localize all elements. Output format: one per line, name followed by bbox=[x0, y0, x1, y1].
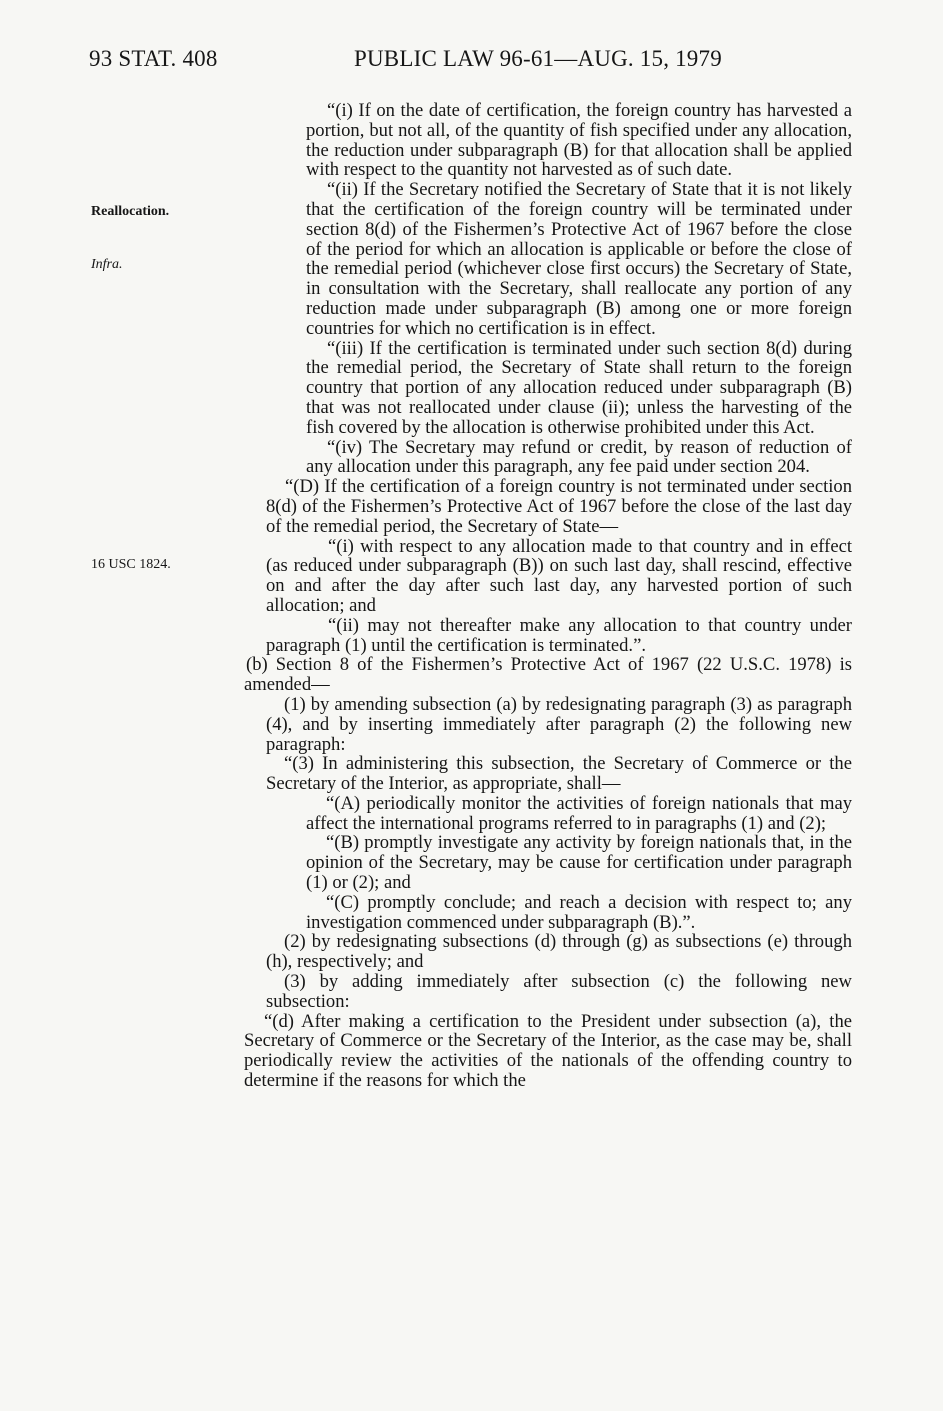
subsection-d-review: “(d) After making a certification to the President under subsection (a), the Secretary of Commerce or the Secretary of the Interior, as the case may be, shall periodically review the activities of the nationals of the offending country to determine if the reasons for which the bbox=[244, 1010, 852, 1092]
item-b-investigate: “(B) promptly investigate any activity by foreign nationals that, in the opinion of the Secretary, may be cause for certification under paragraph (1) or (2); and bbox=[306, 832, 852, 894]
statute-body bbox=[244, 101, 852, 1091]
clause-i-partial-harvest: “(i) If on the date of certification, the foreign country has harvested a portion, but not all, of the quantity of fish specified under any allocation, the reduction under subparagraph (B) for that allocation shall be applied with respect to the quantity not harvested as of such date. bbox=[306, 100, 852, 181]
clause-ii-no-allocation: “(ii) may not thereafter make any allocation to that country under paragraph (1) until the certification is terminated.”. bbox=[266, 614, 852, 656]
margin-note-usc: 16 USC 1824. bbox=[91, 557, 171, 572]
item-1-redesignate: (1) by amending subsection (a) by redesignating paragraph (3) as paragraph (4), and by inserting immediately after paragraph (2) the following new paragraph: bbox=[266, 693, 852, 755]
item-2-redesignate-subsections: (2) by redesignating subsections (d) through (g) as subsections (e) through (h), respectively; and bbox=[266, 931, 852, 973]
subsection-b-amendment: (b) Section 8 of the Fishermen’s Protective Act of 1967 (22 U.S.C. 1978) is amended— bbox=[244, 654, 852, 696]
subparagraph-d-not-terminated: “(D) If the certification of a foreign country is not terminated under section 8(d) of the Fishermen’s Protective Act of 1967 before the close of the last day of the remedial period, the Secretary of State— bbox=[266, 476, 852, 537]
item-a-monitor: “(A) periodically monitor the activities of foreign nationals that may affect the international programs referred to in paragraphs (1) and (2); bbox=[306, 792, 852, 834]
clause-ii-reallocation: “(ii) If the Secretary notified the Secretary of State that it is not likely that the certification of the foreign country will be terminated under section 8(d) of the Fishermen’s Protective Act of 1967 before the close of the period for which an allocation is applicable or before the close of the remedial period (whichever close first occurs) the Secretary of State, in consultation with the Secretary, shall reallocate any portion of any reduction made under subparagraph (B) among one or more foreign countries for which no certification is in effect. bbox=[306, 179, 852, 339]
clause-iii-return: “(iii) If the certification is terminated under such section 8(d) during the remedial period, the Secretary of State shall return to the foreign country that portion of any allocation reduced under subparagraph (B) that was not reallocated under clause (ii); unless the harvesting of the fish covered by the allocation is otherwise prohibited under this Act. bbox=[306, 337, 852, 438]
margin-note-reallocation: Reallocation. bbox=[91, 204, 170, 219]
item-c-conclude: “(C) promptly conclude; and reach a decision with respect to; any investigation commenced under subparagraph (B).”. bbox=[306, 891, 852, 933]
paragraph-3-administering: “(3) In administering this subsection, the Secretary of Commerce or the Secretary of the Interior, as appropriate, shall— bbox=[266, 753, 852, 795]
item-3-add-subsection: (3) by adding immediately after subsection (c) the following new subsection: bbox=[266, 971, 852, 1012]
margin-note-infra: Infra. bbox=[91, 257, 123, 272]
stat-page-number: 93 STAT. 408 bbox=[89, 46, 218, 71]
clause-i-rescind: “(i) with respect to any allocation made to that country and in effect (as reduced under subparagraph (B)) on such last day, shall rescind, effective on and after the day after such last day, any harvested portion of such allocation; and bbox=[266, 535, 852, 616]
page-title: PUBLIC LAW 96-61—AUG. 15, 1979 bbox=[354, 46, 722, 71]
clause-iv-refund: “(iv) The Secretary may refund or credit, by reason of reduction of any allocation under this paragraph, any fee paid under section 204. bbox=[306, 436, 852, 478]
